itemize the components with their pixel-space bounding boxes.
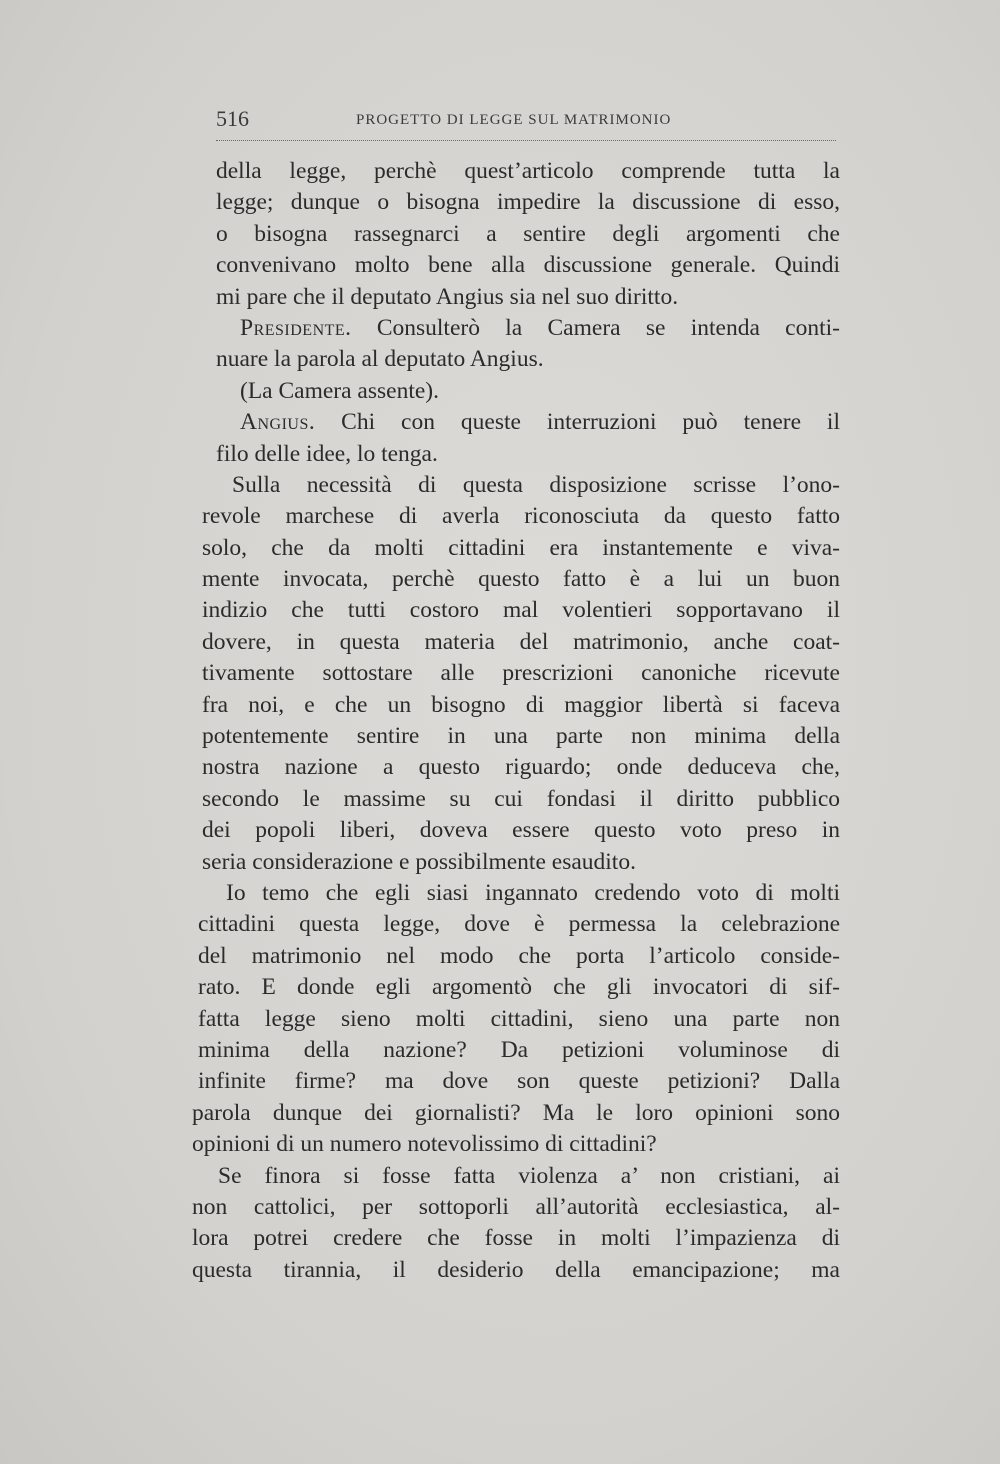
text-line: rato. E donde egli argomentò che gli invocatori di sif- xyxy=(198,974,840,1001)
speaker-name: Presidente. xyxy=(240,314,352,341)
running-title: PROGETTO DI LEGGE SUL MATRIMONIO xyxy=(356,112,672,128)
speaker-name: Angius. xyxy=(240,409,316,436)
text-line: filo delle idee, lo tenga. xyxy=(216,440,438,467)
text-line: non cattolici, per sottoporli all’autorità ecclesiastica, al- xyxy=(192,1193,840,1220)
text-line: Io temo che egli siasi ingannato credendo voto di molti xyxy=(226,879,840,906)
header-rule xyxy=(216,140,836,141)
text-line: dovere, in questa materia del matrimonio, anche coat- xyxy=(202,628,840,655)
text-line: seria considerazione e possibilmente esaudito. xyxy=(202,848,636,875)
text-line: fra noi, e che un bisogno di maggior libertà si faceva xyxy=(202,691,840,718)
text-line: solo, che da molti cittadini era instantemente e viva- xyxy=(202,534,840,561)
text-line: o bisogna rassegnarci a sentire degli argomenti che xyxy=(216,220,840,247)
text-line: mi pare che il deputato Angius sia nel suo diritto. xyxy=(216,283,679,310)
speech-text: Consulterò la Camera se intenda conti- xyxy=(351,314,840,341)
text-line: questa tirannia, il desiderio della emancipazione; ma xyxy=(192,1256,840,1283)
text-line: minima della nazione? Da petizioni voluminose di xyxy=(198,1036,840,1063)
text-line: indizio che tutti costoro mal volentieri sopportavano il xyxy=(202,597,840,624)
text-line: legge; dunque o bisogna impedire la discussione di esso, xyxy=(216,189,840,216)
text-line: secondo le massime su cui fondasi il diritto pubblico xyxy=(202,785,840,812)
text-line: della legge, perchè quest’articolo comprende tutta la xyxy=(216,158,840,184)
body-text xyxy=(192,156,840,1286)
speech-text: Chi con queste interruzioni può tenere il xyxy=(315,409,840,436)
text-line: Sulla necessità di questa disposizione scrisse l’ono- xyxy=(232,471,840,498)
text-line: infinite firme? ma dove son queste petizioni? Dalla xyxy=(198,1068,840,1095)
text-line: Se finora si fosse fatta violenza a’ non cristiani, ai xyxy=(218,1162,840,1189)
text-line: (La Camera assente). xyxy=(240,377,439,404)
text-line: lora potrei credere che fosse in molti l’impazienza di xyxy=(192,1225,840,1252)
page-header xyxy=(216,106,838,136)
page-number: 516 xyxy=(216,106,249,131)
text-line: mente invocata, perchè questo fatto è a lui un buon xyxy=(202,566,840,593)
text-line: nuare la parola al deputato Angius. xyxy=(216,346,544,373)
text-line: opinioni di un numero notevolissimo di cittadini? xyxy=(192,1131,657,1158)
text-line: dei popoli liberi, doveva essere questo voto preso in xyxy=(202,817,840,844)
text-line: potentemente sentire in una parte non minima della xyxy=(202,723,840,750)
text-line: tivamente sottostare alle prescrizioni canoniche ricevute xyxy=(202,660,840,687)
text-line: del matrimonio nel modo che porta l’articolo conside- xyxy=(198,942,840,969)
speech-line xyxy=(192,313,840,344)
text-line: convenivano molto bene alla discussione generale. Quindi xyxy=(216,252,840,279)
text-line: nostra nazione a questo riguardo; onde deduceva che, xyxy=(202,754,840,781)
text-line: fatta legge sieno molti cittadini, sieno una parte non xyxy=(198,1005,840,1032)
speech-line xyxy=(192,407,840,438)
text-line: cittadini questa legge, dove è permessa la celebrazione xyxy=(198,911,840,938)
text-line: parola dunque dei giornalisti? Ma le loro opinioni sono xyxy=(192,1099,840,1126)
text-line: revole marchese di averla riconosciuta da questo fatto xyxy=(202,503,840,530)
